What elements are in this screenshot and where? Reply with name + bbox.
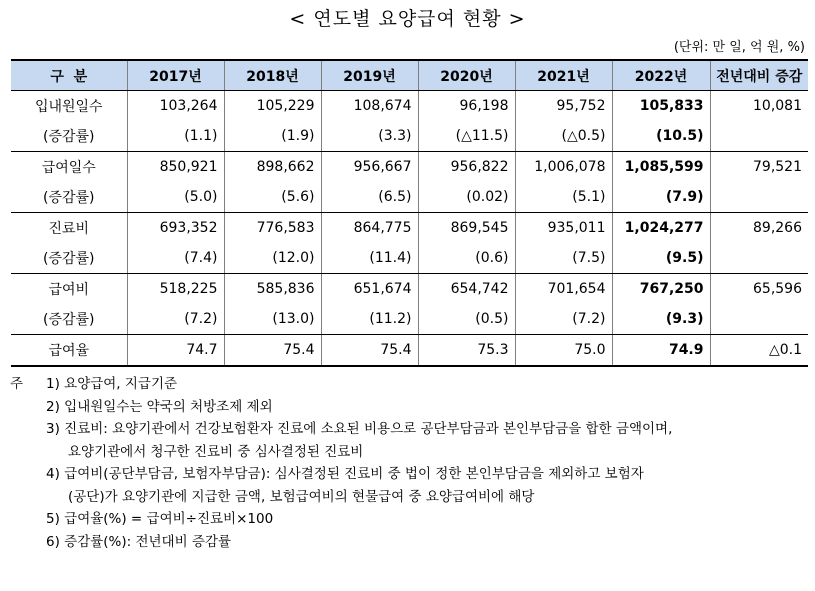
table-row (11, 152, 808, 183)
row-label: 급여비 (48, 282, 90, 298)
table-cell: (1.1) (127, 121, 224, 152)
table-cell (710, 121, 808, 152)
table-cell: 1,085,599 (612, 152, 710, 183)
row-label: (증감률) (11, 182, 127, 213)
table-cell: 105,229 (224, 91, 321, 122)
table-cell: △0.1 (710, 335, 808, 367)
table-cell: 1,006,078 (515, 152, 612, 183)
table-cell: (7.4) (127, 243, 224, 274)
table-cell: 105,833 (612, 91, 710, 122)
table-row (11, 121, 808, 152)
table-cell (710, 182, 808, 213)
row-label: 진료비 (48, 221, 90, 237)
footnote-line (24, 396, 672, 419)
table-cell: 10,081 (710, 91, 808, 122)
table-cell: (7.2) (515, 304, 612, 335)
table-cell: 89,266 (710, 213, 808, 244)
table-row (11, 274, 808, 305)
footnote-line (24, 441, 672, 464)
table-cell: 65,596 (710, 274, 808, 305)
header-year: 2018년 (224, 60, 321, 91)
header-year: 2021년 (515, 60, 612, 91)
row-label: (증감률) (11, 304, 127, 335)
table-cell (710, 243, 808, 274)
footnote-prefix: 주 (10, 376, 24, 392)
footnote-line (10, 373, 672, 396)
table-cell: 767,250 (612, 274, 710, 305)
table-cell: (0.5) (418, 304, 515, 335)
header-row (11, 60, 808, 91)
table-row (11, 304, 808, 335)
table-cell: (12.0) (224, 243, 321, 274)
page-title: < 연도별 요양급여 현황 > (289, 8, 526, 30)
table-cell: 95,752 (515, 91, 612, 122)
row-label: (증감률) (11, 121, 127, 152)
footnote-line (24, 508, 672, 531)
footnote-text: 3) 진료비: 요양기관에서 건강보험환자 진료에 소요된 비용으로 공단부담금과 본인부담금을 합한 금액이며, (46, 421, 673, 437)
table-cell: (7.2) (127, 304, 224, 335)
table-row (11, 91, 808, 122)
table-cell: 74.9 (612, 335, 710, 367)
table-cell: 96,198 (418, 91, 515, 122)
table-cell: 651,674 (321, 274, 418, 305)
table-cell: 1,024,277 (612, 213, 710, 244)
row-label: 급여일수 (41, 160, 96, 176)
table-cell: 75.0 (515, 335, 612, 367)
table-cell: (3.3) (321, 121, 418, 152)
table-cell: (0.02) (418, 182, 515, 213)
table-cell: (5.6) (224, 182, 321, 213)
footnote-text: 4) 급여비(공단부담금, 보험자부담금): 심사결정된 진료비 중 법이 정한 본인부담금을 제외하고 보험자 (46, 466, 644, 482)
table-row (11, 182, 808, 213)
footnote-text: 요양기관에서 청구한 진료비 중 심사결정된 진료비 (68, 443, 364, 460)
table-cell: (5.0) (127, 182, 224, 213)
table-cell: (11.2) (321, 304, 418, 335)
table-cell: (6.5) (321, 182, 418, 213)
table-cell: (△0.5) (515, 121, 612, 152)
unit-label: (단위: 만 일, 억 원, %) (673, 40, 805, 55)
table-cell: 864,775 (321, 213, 418, 244)
care-benefit-table (11, 59, 808, 367)
table-cell: 776,583 (224, 213, 321, 244)
table-cell: 693,352 (127, 213, 224, 244)
row-label: 급여율 (11, 335, 127, 367)
table-row (11, 213, 808, 244)
table-cell: 850,921 (127, 152, 224, 183)
table-cell: 108,674 (321, 91, 418, 122)
table-cell: (13.0) (224, 304, 321, 335)
table-cell: (1.9) (224, 121, 321, 152)
footnote-text: 5) 급여율(%) = 급여비÷진료비×100 (46, 511, 274, 527)
table-cell: 79,521 (710, 152, 808, 183)
table-cell: (7.5) (515, 243, 612, 274)
table-cell: 518,225 (127, 274, 224, 305)
table-cell: (0.6) (418, 243, 515, 274)
table-cell: 75.4 (224, 335, 321, 367)
table-row (11, 335, 808, 367)
header-year: 2019년 (321, 60, 418, 91)
table-cell: 956,822 (418, 152, 515, 183)
footnote-line (24, 486, 672, 509)
header-category: 구 분 (11, 60, 127, 91)
footnote-line (24, 418, 672, 441)
table-cell: 103,264 (127, 91, 224, 122)
footnote-line (24, 463, 672, 486)
table-cell: 956,667 (321, 152, 418, 183)
header-year: 2020년 (418, 60, 515, 91)
table-cell: (7.9) (612, 182, 710, 213)
table-cell: (11.4) (321, 243, 418, 274)
table-row (11, 243, 808, 274)
header-change: 전년대비 증감 (710, 60, 808, 91)
table-cell (710, 304, 808, 335)
table-cell: (9.5) (612, 243, 710, 274)
table-cell: 75.4 (321, 335, 418, 367)
table-cell: 701,654 (515, 274, 612, 305)
footnote-line (24, 531, 672, 554)
footnote-text: 2) 입내원일수는 약국의 처방조제 제외 (46, 398, 273, 415)
table-cell: (9.3) (612, 304, 710, 335)
table-cell: 869,545 (418, 213, 515, 244)
table-cell: 74.7 (127, 335, 224, 367)
table-cell: (△11.5) (418, 121, 515, 152)
table-cell: 654,742 (418, 274, 515, 305)
table-cell: (5.1) (515, 182, 612, 213)
footnote-text: (공단)가 요양기관에 지급한 금액, 보험급여비의 현물급여 중 요양급여비에 해당 (68, 488, 535, 505)
footnote-text: 6) 증감률(%): 전년대비 증감률 (46, 533, 232, 550)
row-label: (증감률) (11, 243, 127, 274)
row-label: 입내원일수 (34, 99, 103, 115)
header-year: 2017년 (127, 60, 224, 91)
table-cell: 585,836 (224, 274, 321, 305)
header-year: 2022년 (612, 60, 710, 91)
table-cell: 898,662 (224, 152, 321, 183)
table-cell: 75.3 (418, 335, 515, 367)
table-cell: (10.5) (612, 121, 710, 152)
table-cell: 935,011 (515, 213, 612, 244)
footnote-text: 1) 요양급여, 지급기준 (46, 376, 178, 392)
footnotes (10, 373, 673, 553)
